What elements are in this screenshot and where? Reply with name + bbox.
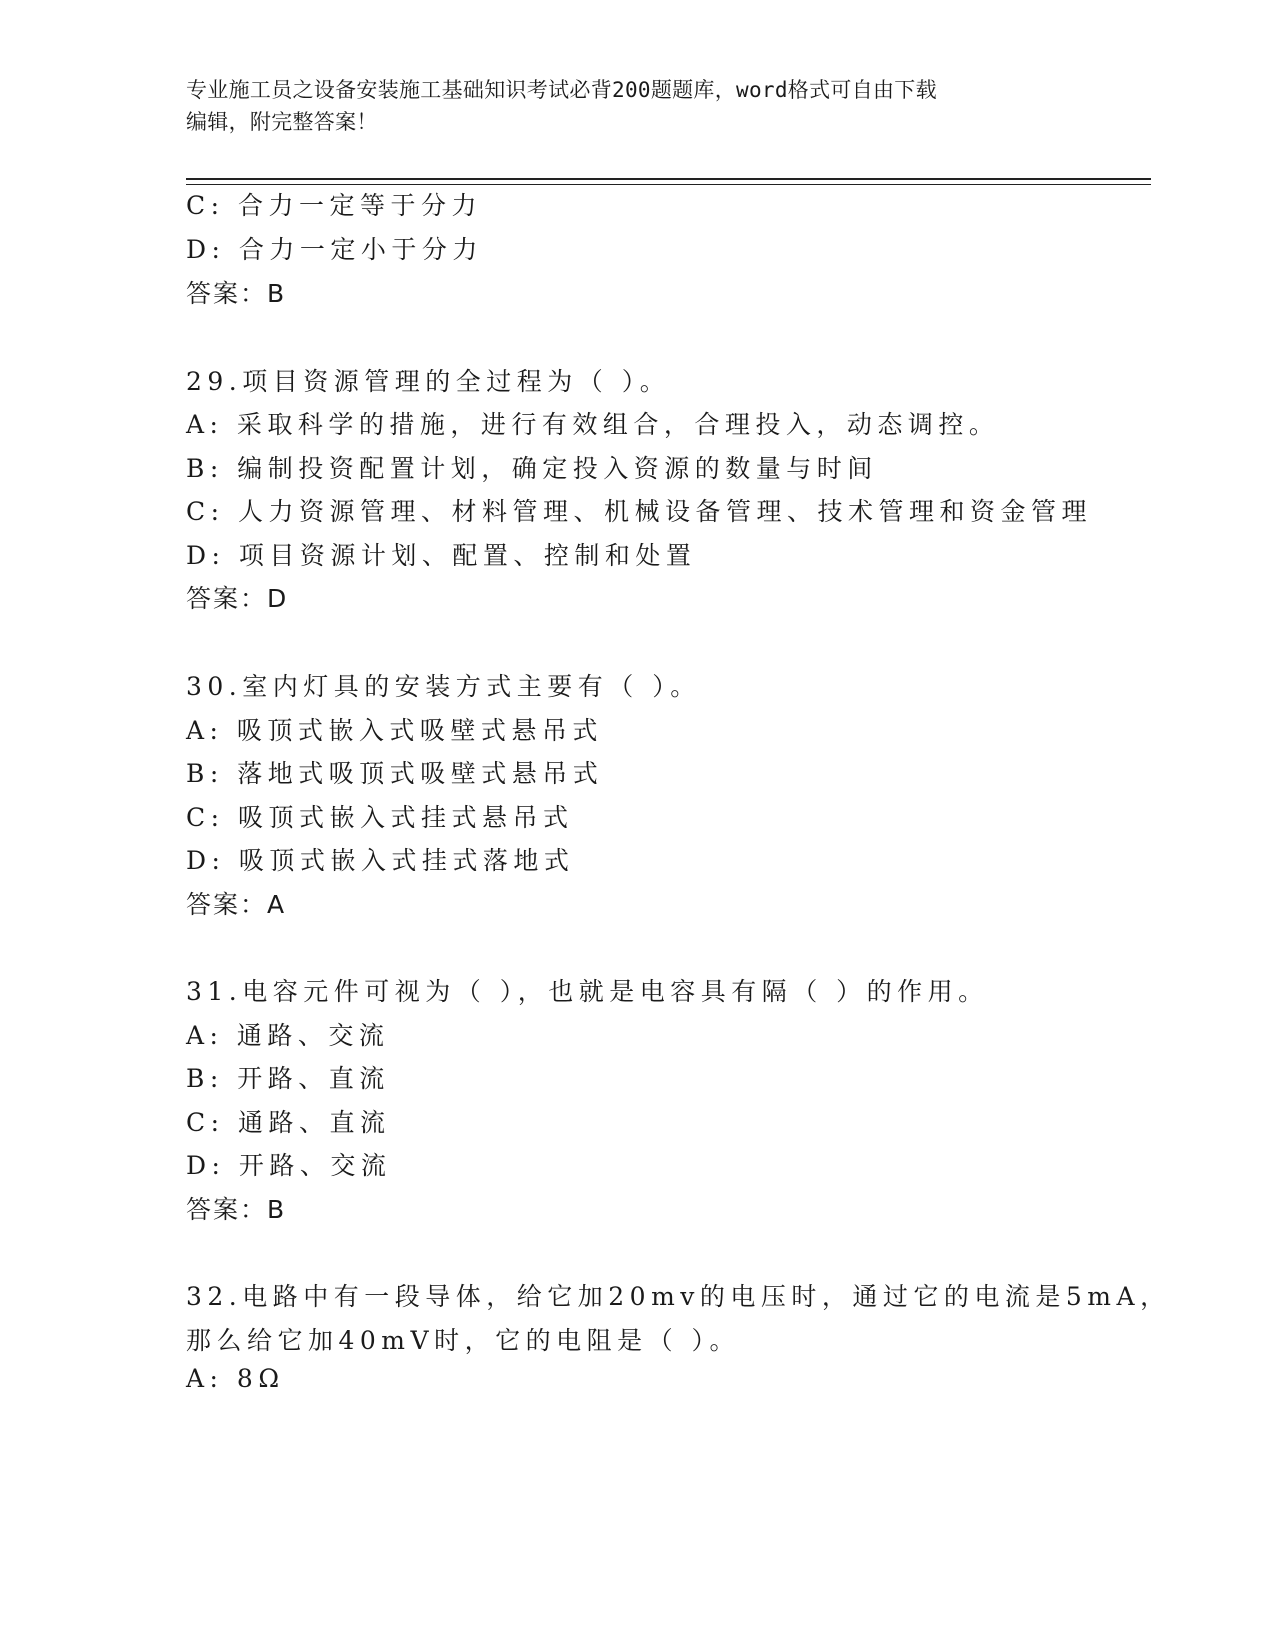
q31-option-d: D: 开路、交流 — [186, 1151, 392, 1180]
q28-answer: 答案：B — [186, 279, 287, 308]
q30-option-b: B: 落地式吸顶式吸壁式悬吊式 — [186, 759, 604, 788]
header-divider-thick — [186, 178, 1151, 180]
q30-option-c: C: 吸顶式嵌入式挂式悬吊式 — [186, 803, 574, 832]
q31-option-a: A: 通路、交流 — [186, 1021, 390, 1050]
q31-option-b: B: 开路、直流 — [186, 1064, 390, 1093]
q29-option-b: B: 编制投资配置计划，确定投入资源的数量与时间 — [186, 454, 878, 483]
q29-question: 29.项目资源管理的全过程为（ ）。 — [186, 367, 671, 396]
q29-option-a: A: 采取科学的措施，进行有效组合，合理投入，动态调控。 — [186, 410, 1000, 439]
q30-option-d: D: 吸顶式嵌入式挂式落地式 — [186, 846, 575, 875]
q28-option-c: C: 合力一定等于分力 — [186, 191, 482, 220]
header-title-line2: 编辑，附完整答案！ — [186, 110, 378, 134]
header-title-line1: 专业施工员之设备安装施工基础知识考试必背200题题库，word格式可自由下载 — [186, 78, 937, 102]
q31-answer: 答案：B — [186, 1195, 287, 1224]
q30-question: 30.室内灯具的安装方式主要有（ ）。 — [186, 672, 701, 701]
q29-option-d: D: 项目资源计划、配置、控制和处置 — [186, 541, 697, 570]
q32-question-line2: 那么给它加40mV时，它的电阻是（ ）。 — [186, 1326, 741, 1355]
header-divider-thin — [186, 184, 1151, 185]
q32-question-line1: 32.电路中有一段导体，给它加20mv的电压时，通过它的电流是5mA， — [186, 1282, 1171, 1311]
q32-option-a: A: 8Ω — [186, 1364, 285, 1393]
q29-answer: 答案：D — [186, 584, 289, 613]
q30-option-a: A: 吸顶式嵌入式吸壁式悬吊式 — [186, 716, 603, 745]
q31-option-c: C: 通路、直流 — [186, 1108, 391, 1137]
q29-option-c: C: 人力资源管理、材料管理、机械设备管理、技术管理和资金管理 — [186, 497, 1093, 526]
q28-option-d: D: 合力一定小于分力 — [186, 235, 483, 264]
q30-answer: 答案：A — [186, 890, 287, 919]
document-header — [186, 74, 1086, 138]
q31-question: 31.电容元件可视为（ ），也就是电容具有隔（ ）的作用。 — [186, 977, 989, 1006]
